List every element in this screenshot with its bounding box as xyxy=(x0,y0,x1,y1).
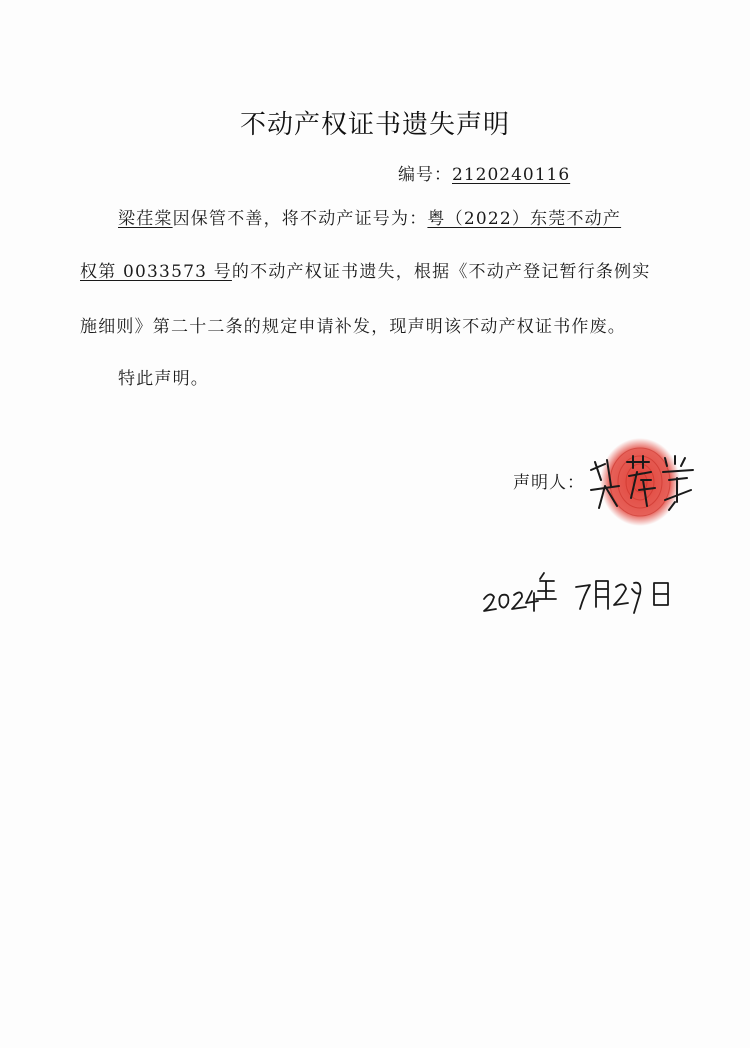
cert-number-part2: 权第 0033573 号 xyxy=(80,262,232,282)
handwritten-signature xyxy=(585,450,705,520)
body-line-2-text: 的不动产权证书遗失，根据《不动产登记暂行条例实 xyxy=(231,262,651,282)
number-label: 编号： xyxy=(398,165,452,185)
declarant-label: 声明人： xyxy=(513,473,585,493)
closing-text: 特此声明。 xyxy=(118,369,209,389)
body-line-1 xyxy=(118,204,621,229)
body-line-3: 施细则》第二十二条的规定申请补发，现声明该不动产权证书作废。 xyxy=(80,317,626,337)
owner-name: 梁荏棠 xyxy=(118,209,173,229)
document-title: 不动产权证书遗失声明 xyxy=(239,110,510,140)
number-value: 2120240116 xyxy=(452,165,571,185)
body-line-2 xyxy=(80,257,651,282)
cert-number-part1: 粤（2022）东莞不动产 xyxy=(427,209,622,229)
body-line-1-text: 因保管不善，将不动产证号为： xyxy=(172,209,428,229)
document-number xyxy=(398,160,570,185)
handwritten-date xyxy=(480,565,680,625)
